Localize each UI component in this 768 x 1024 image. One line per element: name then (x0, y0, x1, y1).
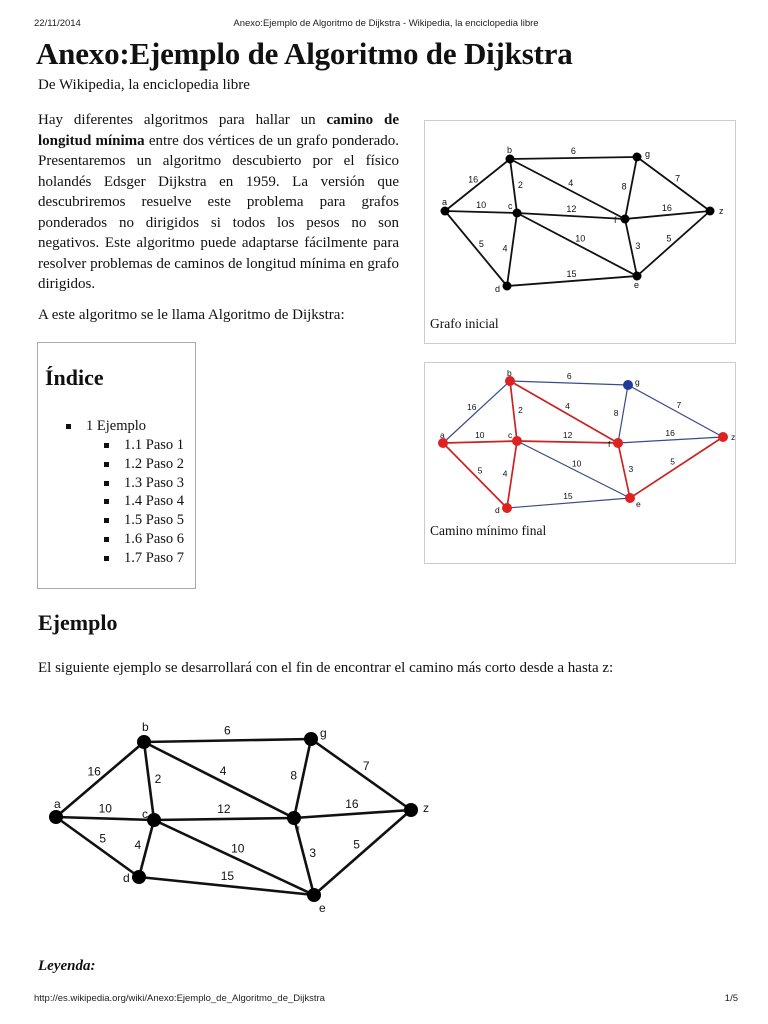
bullet-icon (66, 424, 71, 429)
edge-weight-f-g: 8 (613, 407, 619, 418)
edge-weight-b-g: 6 (570, 146, 576, 157)
edge-weight-d-e: 15 (563, 491, 573, 502)
node-c (512, 436, 522, 446)
intro-text-rest: entre dos vértices de un grafo ponderado. Presentaremos un algoritmo descubierto por el físico holandés Edsger Dijkstra en 1959. La versión que descubriremos resuelve este problema para grafos ponderados no dirigidos si todos los pesos no son negativos. Este algoritmo puede adaptarse fácilmente para resolver problemas de caminos de longitud mínima en grafo dirigidos. (38, 132, 399, 292)
node-label-z: z (423, 801, 429, 815)
node-label-f: f (614, 215, 617, 225)
example-graph (36, 712, 456, 915)
edge-weight-f-g: 8 (290, 768, 298, 783)
node-g (633, 153, 642, 162)
initial-graph (425, 121, 735, 311)
final-graph-figure[interactable] (424, 362, 736, 564)
node-z (404, 803, 418, 817)
edge-weight-c-d: 4 (134, 838, 142, 853)
edge-a-d (443, 443, 507, 508)
edge-weight-e-z: 5 (670, 456, 676, 467)
edge-e-z (314, 810, 411, 895)
edge-weight-b-g: 6 (223, 723, 231, 738)
node-c (147, 813, 161, 827)
print-url: http://es.wikipedia.org/wiki/Anexo:Ejemplo_de_Algoritmo_de_Dijkstra (34, 993, 325, 1004)
edge-weight-b-f: 4 (219, 763, 227, 778)
initial-graph-caption: Grafo inicial (430, 316, 499, 331)
print-date: 22/11/2014 (34, 18, 81, 29)
edge-weight-f-z: 16 (345, 797, 359, 812)
edge-b-g (510, 381, 628, 385)
toc-item-label: 1 Ejemplo (86, 418, 147, 434)
edge-a-d (56, 817, 142, 877)
node-label-e: e (634, 280, 640, 290)
toc-item-ejemplo[interactable] (66, 417, 146, 436)
initial-graph-figure[interactable] (424, 120, 736, 344)
toc-item-paso-4[interactable] (104, 492, 184, 511)
intro-bold-link[interactable]: camino de longitud mínima (38, 112, 399, 149)
node-label-e: e (636, 499, 641, 509)
graph-edge-weights (87, 724, 369, 884)
edge-e-z (637, 211, 710, 276)
node-a (49, 810, 63, 824)
node-label-f: f (608, 439, 611, 449)
node-d (132, 870, 146, 884)
edge-weight-g-z: 7 (362, 759, 370, 774)
edge-weight-c-e: 10 (575, 233, 586, 244)
edge-c-d (507, 213, 517, 286)
node-label-a: a (442, 197, 448, 207)
edge-g-z (311, 739, 411, 810)
edge-weight-g-z: 7 (676, 399, 682, 410)
edge-weight-a-d: 5 (478, 239, 484, 250)
print-header (34, 18, 738, 32)
table-of-contents (37, 342, 196, 589)
edge-f-g (618, 385, 628, 443)
toc-item-label: 1.1 Paso 1 (124, 437, 185, 453)
intro-text-start: Hay diferentes algoritmos para hallar un (38, 112, 327, 128)
node-label-a: a (54, 797, 61, 811)
edge-a-c (443, 441, 517, 443)
node-label-d: d (495, 284, 501, 294)
edge-f-g (625, 157, 637, 219)
node-label-f: f (296, 824, 300, 838)
edge-weight-b-g: 6 (566, 371, 572, 382)
toc-level-2 (104, 436, 184, 568)
edge-weight-c-f: 12 (562, 430, 573, 441)
toc-level-1 (66, 417, 146, 436)
node-label-e: e (319, 901, 326, 915)
print-footer (34, 993, 738, 1007)
toc-item-paso-7[interactable] (104, 549, 184, 568)
section-paragraph: El siguiente ejemplo se desarrollará con el fin de encontrar el camino más corto desde a hasta z: (38, 660, 614, 676)
edge-weight-a-c: 10 (475, 430, 485, 441)
bullet-icon (104, 443, 109, 448)
node-d (503, 282, 512, 291)
edge-weight-c-d: 4 (502, 243, 508, 254)
edge-weight-a-d: 5 (99, 831, 107, 846)
toc-item-paso-2[interactable] (104, 455, 184, 474)
print-page-number: 1/5 (724, 993, 738, 1004)
edge-weight-e-z: 5 (666, 233, 672, 244)
toc-item-label: 1.5 Paso 5 (124, 512, 185, 529)
node-b (506, 155, 515, 164)
edge-weight-a-c: 10 (98, 801, 112, 816)
edge-a-c (56, 817, 154, 820)
node-g (623, 380, 633, 390)
intro-paragraph (38, 110, 399, 295)
node-f (287, 811, 301, 825)
section-heading-ejemplo: Ejemplo (38, 610, 118, 635)
node-label-c: c (508, 201, 513, 211)
edge-weight-c-d: 4 (502, 468, 508, 479)
node-f (613, 438, 623, 448)
toc-item-label: 1.6 Paso 6 (124, 530, 185, 547)
graph-nodes (441, 145, 725, 294)
edge-weight-e-f: 3 (628, 464, 634, 475)
node-label-g: g (635, 377, 640, 387)
node-label-d: d (123, 871, 130, 885)
edge-weight-g-z: 7 (675, 173, 681, 184)
edge-weight-a-d: 5 (477, 465, 483, 476)
edge-weight-f-z: 16 (665, 428, 675, 439)
edge-a-d (445, 211, 507, 286)
final-graph-caption: Camino mínimo final (430, 523, 547, 538)
node-d (502, 503, 512, 513)
edge-weight-e-f: 3 (309, 846, 317, 861)
bullet-icon (104, 499, 109, 504)
edge-weight-a-b: 16 (467, 401, 477, 412)
node-label-c: c (142, 807, 148, 821)
edge-weight-c-f: 12 (217, 802, 231, 817)
toc-item-paso-6[interactable] (104, 530, 184, 549)
toc-item-paso-1[interactable] (104, 436, 184, 455)
page-subtitle: De Wikipedia, la enciclopedia libre (38, 77, 250, 93)
node-g (304, 732, 318, 746)
edge-c-e (517, 441, 630, 498)
edge-weight-d-e: 15 (220, 869, 235, 884)
bullet-icon (104, 518, 109, 523)
edge-weight-d-e: 15 (566, 269, 577, 280)
edge-weight-f-g: 8 (621, 181, 627, 192)
toc-item-label: 1.2 Paso 2 (124, 455, 185, 472)
node-f (621, 215, 630, 224)
edge-c-f (517, 441, 618, 443)
bullet-icon (104, 537, 109, 542)
node-label-d: d (495, 505, 500, 515)
edge-weight-c-f: 12 (566, 204, 577, 215)
edge-weight-a-b: 16 (87, 764, 101, 779)
edge-f-z (294, 810, 411, 818)
edge-c-e (517, 213, 637, 276)
edge-weight-b-c: 2 (517, 180, 523, 191)
edge-b-g (144, 739, 311, 742)
edge-c-f (154, 818, 294, 820)
edge-weight-e-f: 3 (635, 241, 641, 252)
toc-item-label: 1.3 Paso 3 (124, 474, 185, 491)
edge-e-z (630, 437, 723, 498)
node-label-c: c (508, 430, 513, 440)
edge-weight-a-c: 10 (476, 200, 487, 211)
bullet-icon (104, 556, 109, 561)
edge-weight-b-c: 2 (154, 771, 162, 786)
edge-g-z (628, 385, 723, 437)
toc-heading: Índice (45, 365, 104, 390)
node-label-b: b (507, 145, 513, 155)
node-label-z: z (719, 206, 724, 216)
toc-item-label: 1.4 Paso 4 (124, 493, 185, 510)
node-label-b: b (142, 720, 149, 734)
edge-weight-a-b: 16 (468, 174, 479, 185)
edge-weight-b-f: 4 (568, 177, 574, 188)
node-b (137, 735, 151, 749)
print-title: Anexo:Ejemplo de Algoritmo de Dijkstra - Wikipedia, la enciclopedia libre (233, 18, 539, 29)
edge-c-e (154, 820, 317, 895)
node-label-b: b (507, 368, 512, 378)
edge-weight-c-e: 10 (571, 458, 582, 469)
node-a (441, 207, 450, 216)
intro-paragraph-2: A este algoritmo se le llama Algoritmo de Dijkstra: (38, 307, 345, 323)
node-label-a: a (440, 430, 445, 440)
node-label-g: g (320, 726, 327, 740)
edge-g-z (637, 157, 710, 214)
final-graph (425, 363, 735, 513)
edge-c-d (507, 441, 517, 508)
node-label-g: g (645, 149, 651, 159)
edge-weight-c-e: 10 (231, 841, 245, 856)
node-c (513, 209, 522, 218)
legend-label: Leyenda: (38, 958, 96, 974)
edge-weight-b-c: 2 (518, 405, 523, 416)
edge-weight-e-z: 5 (353, 837, 360, 852)
toc-item-label: 1.7 Paso 7 (124, 549, 185, 566)
edge-a-c (445, 211, 517, 213)
edge-weight-f-z: 16 (661, 203, 672, 214)
edge-weight-b-f: 4 (565, 400, 570, 411)
node-z (706, 207, 715, 216)
toc-item-paso-3[interactable] (104, 474, 184, 493)
toc-item-paso-5[interactable] (104, 511, 184, 530)
node-e (307, 888, 321, 902)
node-z (718, 432, 728, 442)
page-title: Anexo:Ejemplo de Algoritmo de Dijkstra (36, 36, 573, 71)
node-e (625, 493, 635, 503)
edge-c-d (139, 820, 154, 877)
graph-edges (445, 157, 710, 286)
node-label-z: z (731, 432, 736, 442)
bullet-icon (104, 481, 109, 486)
bullet-icon (104, 462, 109, 467)
edge-b-g (510, 157, 637, 159)
